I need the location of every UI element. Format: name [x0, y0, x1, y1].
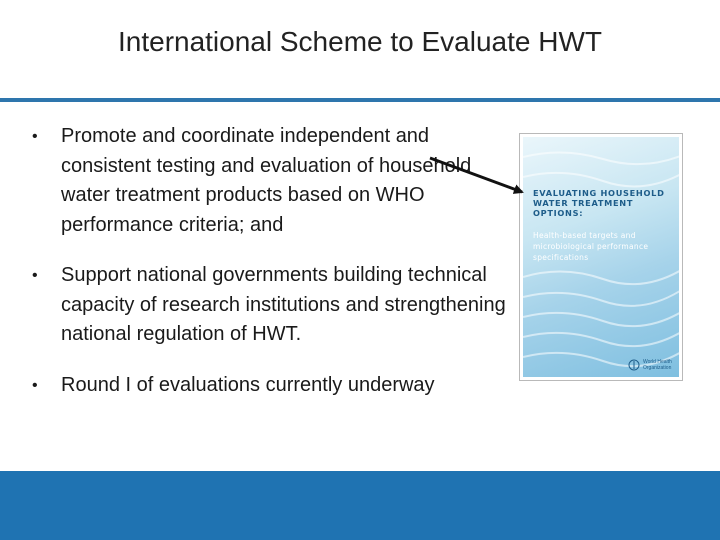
footer-bar [0, 471, 720, 540]
bullet-text: Round I of evaluations currently underway [61, 373, 435, 396]
bullet-marker: • [32, 128, 38, 145]
bullet-text: Support national governments building technical capacity of research institutions and strengthening national regulation of HWT. [61, 264, 506, 345]
cover-subtitle: Health-based targets and microbiological performance specifications [533, 231, 649, 262]
bullet-marker: • [32, 267, 38, 284]
slide-title: International Scheme to Evaluate HWT [117, 26, 602, 57]
bullet-text: Promote and coordinate independent and consistent testing and evaluation of household water treatment products based on WHO performance criteria; and [61, 125, 472, 236]
bullet-marker: • [32, 376, 38, 394]
publisher-name: World Health Organization [643, 359, 672, 371]
cover-title: EVALUATING HOUSEHOLD WATER TREATMENT OPTIONS: [533, 188, 665, 218]
